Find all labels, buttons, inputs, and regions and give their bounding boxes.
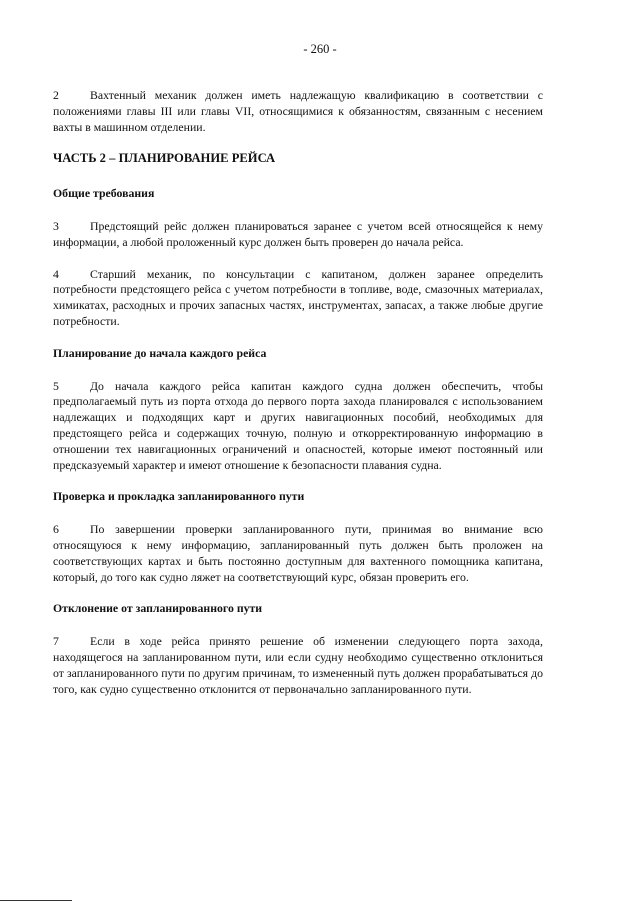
paragraph-5 — [53, 379, 543, 474]
paragraph-text: Предстоящий рейс должен планироваться заранее с учетом всей относящейся к нему информации, а любой проложенный курс должен быть проверен до начала рейса. — [53, 218, 543, 249]
paragraph-7 — [53, 634, 543, 697]
paragraph-number: 7 — [53, 634, 59, 649]
section-heading-verification: Проверка и прокладка запланированного пути — [53, 489, 305, 504]
paragraph-number: 6 — [53, 522, 59, 537]
paragraph-number: 2 — [53, 88, 59, 102]
paragraph-6 — [53, 522, 543, 585]
paragraph-text: Старший механик, по консультации с капитаном, должен заранее определить потребности предстоящего рейса с учетом потребности в топливе, воде, смазочных материалах, химикатах, расходных и прочих запасных частях, инструментах, запасах, а также любые другие потребности. — [53, 266, 543, 328]
section-heading-planning: Планирование до начала каждого рейса — [53, 345, 267, 360]
section-heading-deviation: Отклонение от запланированного пути — [53, 601, 263, 616]
section-heading-general: Общие требования — [53, 186, 155, 201]
paragraph-number: 3 — [53, 218, 59, 233]
paragraph-text: По завершении проверки запланированного пути, принимая во внимание всю относящуюся к нему информацию, запланированный путь должен быть проложен на соответствующих картах и быть постоянно доступным для вахтенного помощника капитана, который, до того как судно ляжет на соответствующий курс, обязан проверить его. — [53, 522, 543, 584]
part-heading: ЧАСТЬ 2 – ПЛАНИРОВАНИЕ РЕЙСА — [53, 151, 276, 166]
paragraph-text: Вахтенный механик должен иметь надлежащую квалификацию в соответствии с положениями главы III или главы VII, относящимися к обязанностям, связанным с несением вахты в машинном отделении. — [53, 88, 543, 134]
page-number: - 260 - — [303, 42, 337, 56]
paragraph-number: 5 — [53, 378, 59, 393]
footnote-divider — [0, 900, 72, 901]
paragraph-4 — [53, 267, 543, 330]
document-body — [53, 88, 543, 713]
paragraph-3 — [53, 219, 543, 251]
paragraph-text: Если в ходе рейса принято решение об изменении следующего порта захода, находящегося на запланированном пути, или если судну необходимо существенно отклониться от запланированного пути по другим причинам, то измененный путь должен прорабатываться до того, как судно существенно отклонится от первоначально запланированного пути. — [53, 634, 543, 696]
paragraph-text: До начала каждого рейса капитан каждого судна должен обеспечить, чтобы предполагаемый путь из порта отхода до первого порта захода планировался с использованием надлежащих и подходящих карт и других навигационных пособий, необходимых для предстоящего рейса и содержащих точную, полную и откорректированную информацию в отношении тех навигационных ограничений и опасностей, которые имеют постоянный или предсказуемый характер и имеют отношение к безопасности плавания судна. — [53, 378, 543, 472]
paragraph-2 — [53, 88, 543, 135]
paragraph-number: 4 — [53, 266, 59, 281]
